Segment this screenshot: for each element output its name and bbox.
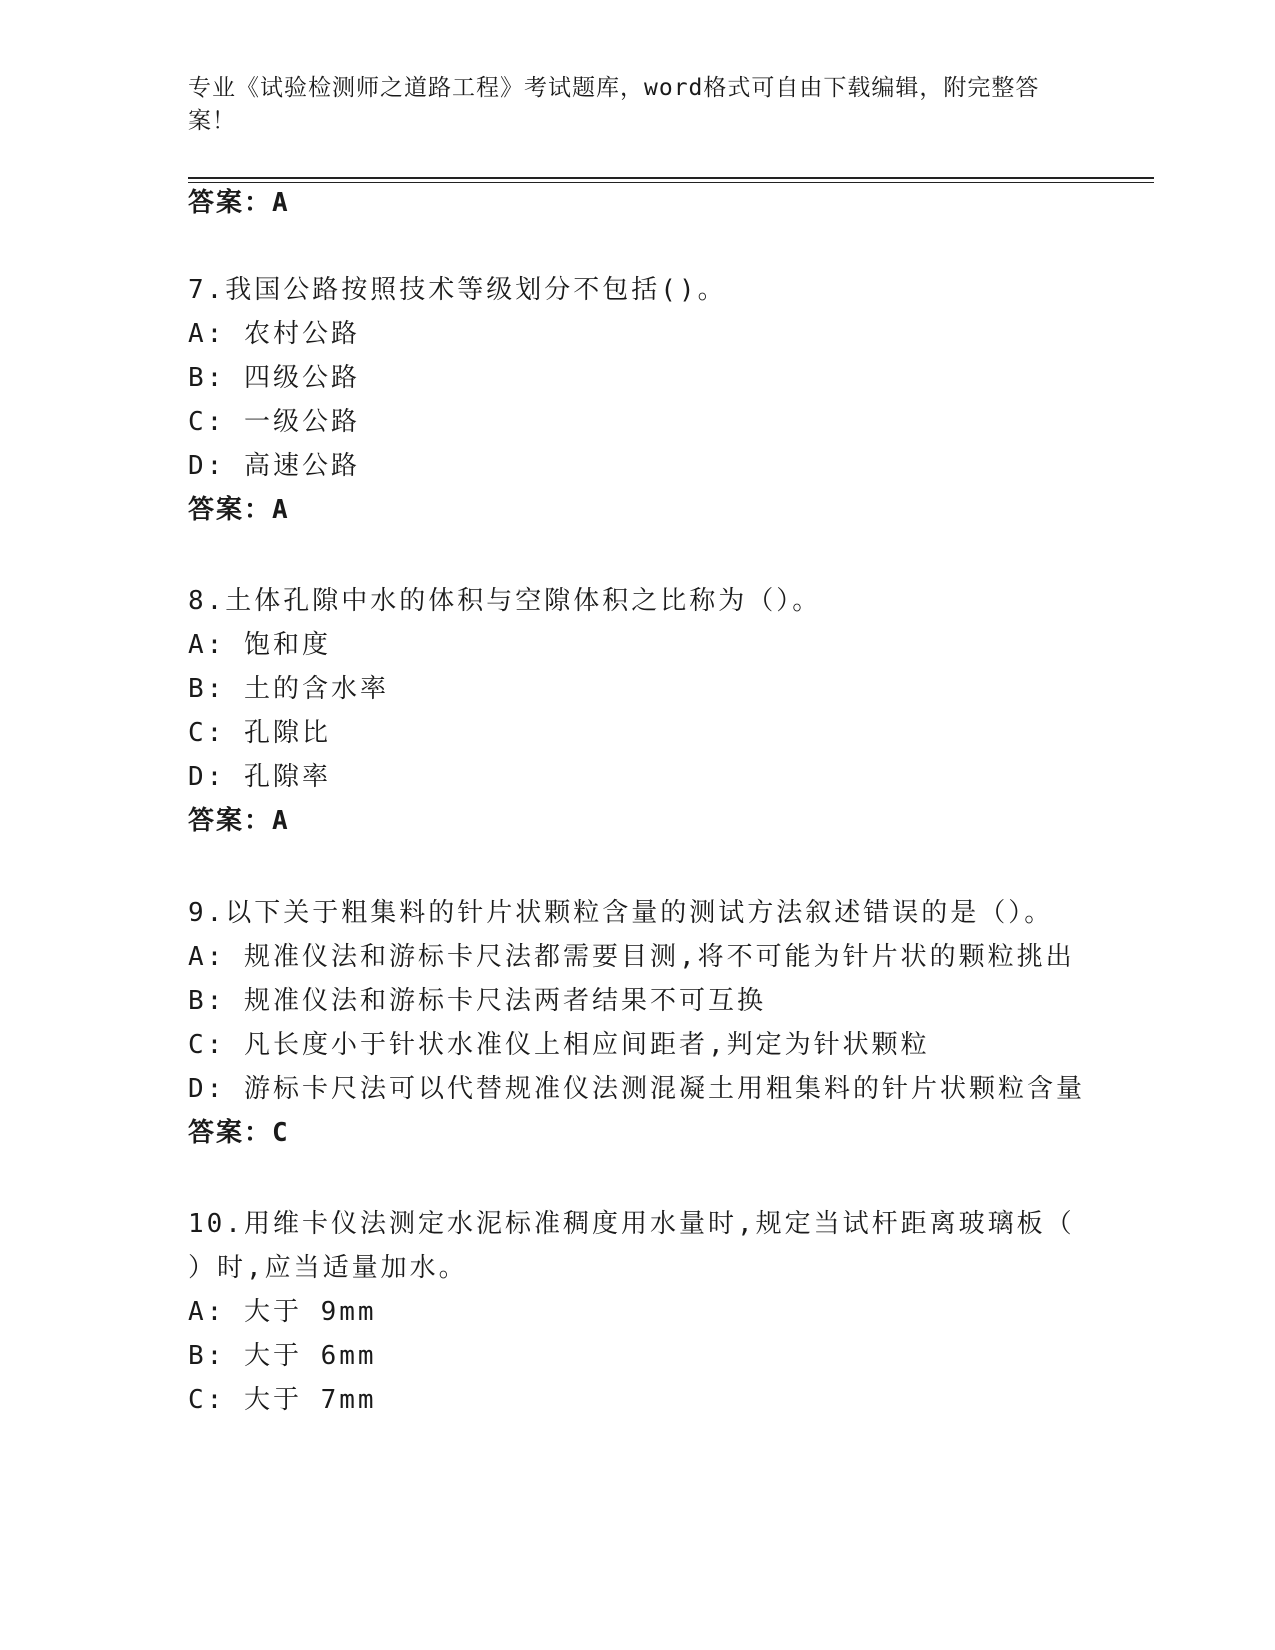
- answer-line: [188, 186, 289, 220]
- option-b: B: 规准仪法和游标卡尺法两者结果不可互换: [188, 986, 766, 1016]
- answer-value: A: [272, 495, 289, 525]
- question-stem: 8.土体孔隙中水的体积与空隙体积之比称为（）。: [188, 586, 822, 616]
- option-d: D: 高速公路: [188, 451, 360, 481]
- answer-value: C: [272, 1118, 289, 1148]
- option-a: A: 大于 9mm: [188, 1297, 377, 1327]
- option-a: A: 规准仪法和游标卡尺法都需要目测,将不可能为针片状的颗粒挑出: [188, 942, 1075, 972]
- option-d: D: 游标卡尺法可以代替规准仪法测混凝土用粗集料的针片状颗粒含量: [188, 1074, 1085, 1104]
- option-c: C: 一级公路: [188, 407, 360, 437]
- option-d: D: 孔隙率: [188, 762, 331, 792]
- header-divider-thin: [188, 182, 1154, 183]
- option-c: C: 凡长度小于针状水准仪上相应间距者,判定为针状颗粒: [188, 1030, 930, 1060]
- answer-value: A: [272, 188, 289, 218]
- answer-line: [188, 804, 289, 838]
- answer-line: [188, 1116, 289, 1150]
- answer-label: 答案：: [188, 806, 273, 836]
- header-divider-thick: [188, 177, 1154, 179]
- document-header: 专业《试验检测师之道路工程》考试题库，word格式可自由下载编辑，附完整答案！: [188, 75, 1040, 134]
- option-b: B: 大于 6mm: [188, 1341, 377, 1371]
- option-a: A: 农村公路: [188, 319, 360, 349]
- option-b: B: 四级公路: [188, 363, 360, 393]
- option-b: B: 土的含水率: [188, 674, 389, 704]
- option-c: C: 孔隙比: [188, 718, 331, 748]
- question-stem: 9.以下关于粗集料的针片状颗粒含量的测试方法叙述错误的是（）。: [188, 898, 1054, 928]
- answer-line: [188, 493, 289, 527]
- option-c: C: 大于 7mm: [188, 1385, 377, 1415]
- answer-value: A: [272, 806, 289, 836]
- answer-label: 答案：: [188, 1118, 273, 1148]
- question-stem: 10.用维卡仪法测定水泥标准稠度用水量时,规定当试杆距离玻璃板（: [188, 1209, 1075, 1239]
- answer-label: 答案：: [188, 188, 273, 218]
- option-a: A: 饱和度: [188, 630, 331, 660]
- question-stem: 7.我国公路按照技术等级划分不包括()。: [188, 275, 727, 305]
- answer-label: 答案：: [188, 495, 273, 525]
- question-stem-continued: ）时,应当适量加水。: [188, 1253, 468, 1283]
